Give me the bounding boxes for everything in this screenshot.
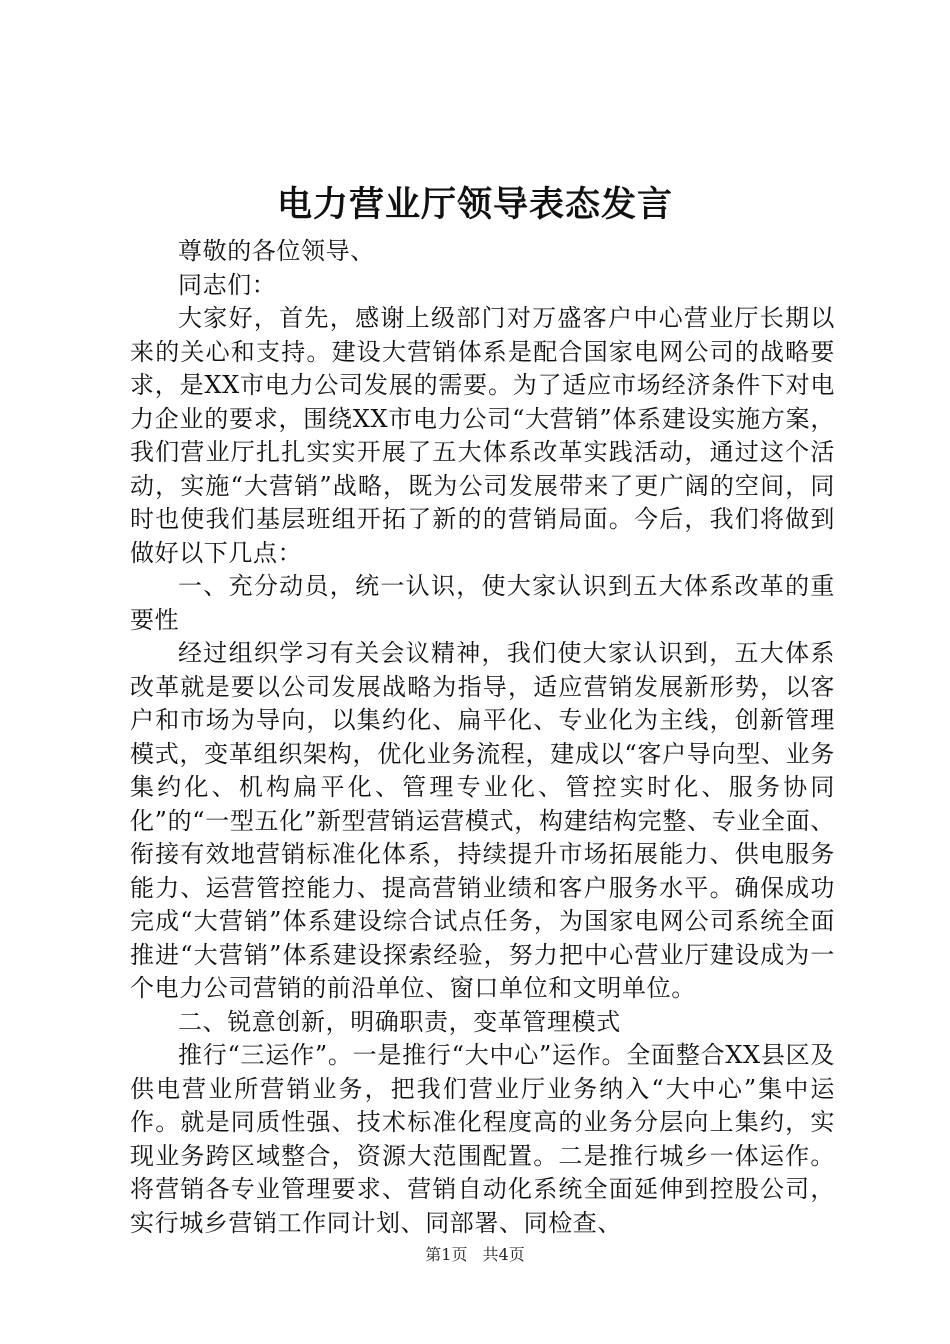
section-heading-2: 二、锐意创新，明确职责，变革管理模式 <box>178 1007 621 1036</box>
paragraph-intro: 大家好，首先，感谢上级部门对万盛客户中心营业厅长期以来的关心和支持。建设大营销体系是配合国家电网公司的战略要求，是XX市电力公司发展的需要。为了适应市场经济条件下对电力企业的要求，围绕XX市电力公司“大营销”体系建设实施方案，我们营业厅扎扎实实开展了五大体系改革实践活动，通过这个活动，实施“大营销”战略，既为公司发展带来了更广阔的空间，同时也使我们基层班组开拓了新的的营销局面。今后，我们将做到做好以下几点： <box>130 304 835 567</box>
page-total: 共4页 <box>482 1245 525 1264</box>
document-title: 电力营业厅领导表态发言 <box>276 184 673 225</box>
paragraph-section-1: 经过组织学习有关会议精神，我们使大家认识到，五大体系改革就是要以公司发展战略为指导，适应营销发展新形势，以客户和市场为导向，以集约化、扁平化、专业化为主线，创新管理模式，变革组织架构，优化业务流程，建成以“客户导向型、业务集约化、机构扁平化、管理专业化、管控实时化、服务协同化”的“一型五化”新型营销运营模式，构建结构完整、专业全面、衔接有效地营销标准化体系，持续提升市场拓展能力、供电服务能力、运营管控能力、提高营销业绩和客户服务水平。确保成功完成“大营销”体系建设综合试点任务，为国家电网公司系统全面推进“大营销”体系建设探索经验，努力把中心营业厅建设成为一个电力公司营销的前沿单位、窗口单位和文明单位。 <box>130 639 835 1002</box>
paragraph-section-2: 推行“三运作”。一是推行“大中心”运作。全面整合XX县区及供电营业所营销业务，把我们营业厅业务纳入“大中心”集中运作。就是同质性强、技术标准化程度高的业务分层向上集约，实现业务跨区域整合，资源大范围配置。二是推行城乡一体运作。将营销各专业管理要求、营销自动化系统全面延伸到控股公司，实行城乡营销工作同计划、同部署、同检查、 <box>130 1041 835 1237</box>
salutation-line-1: 尊敬的各位领导、 <box>178 237 375 265</box>
section-heading-1: 一、充分动员，统一认识，使大家认识到五大体系改革的重要性 <box>130 572 835 634</box>
document-body <box>130 235 835 1240</box>
salutation-line-2: 同志们： <box>178 270 277 299</box>
page-footer <box>0 1244 950 1266</box>
page-number: 第1页 <box>425 1245 468 1264</box>
